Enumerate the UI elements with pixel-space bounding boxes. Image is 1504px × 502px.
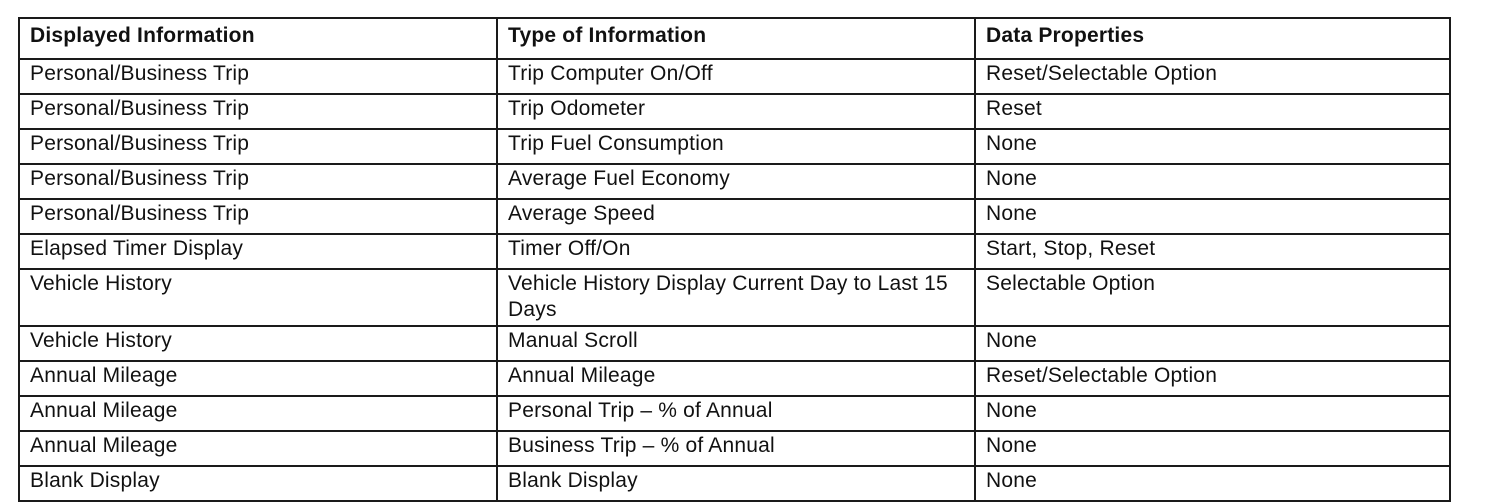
header-displayed-information: Displayed Information — [19, 18, 497, 59]
cell-displayed-information: Personal/Business Trip — [19, 59, 497, 94]
table-row — [19, 396, 1450, 431]
cell-displayed-information: Personal/Business Trip — [19, 164, 497, 199]
table-row — [19, 466, 1450, 501]
cell-type-of-information: Blank Display — [497, 466, 975, 501]
table-row — [19, 59, 1450, 94]
info-table — [18, 17, 1451, 502]
cell-displayed-information: Annual Mileage — [19, 396, 497, 431]
table-row — [19, 94, 1450, 129]
cell-type-of-information: Timer Off/On — [497, 234, 975, 269]
cell-data-properties: Reset — [975, 94, 1450, 129]
cell-data-properties: Reset/Selectable Option — [975, 59, 1450, 94]
table-row — [19, 129, 1450, 164]
cell-type-of-information: Vehicle History Display Current Day to Last 15 Days — [497, 269, 975, 326]
cell-type-of-information: Trip Odometer — [497, 94, 975, 129]
header-type-of-information: Type of Information — [497, 18, 975, 59]
cell-displayed-information: Vehicle History — [19, 326, 497, 361]
table-row — [19, 234, 1450, 269]
table-row — [19, 269, 1450, 326]
cell-displayed-information: Personal/Business Trip — [19, 94, 497, 129]
cell-displayed-information: Personal/Business Trip — [19, 129, 497, 164]
cell-data-properties: None — [975, 199, 1450, 234]
cell-data-properties: Reset/Selectable Option — [975, 361, 1450, 396]
table-row — [19, 431, 1450, 466]
cell-type-of-information: Average Fuel Economy — [497, 164, 975, 199]
cell-data-properties: None — [975, 396, 1450, 431]
cell-data-properties: None — [975, 164, 1450, 199]
cell-displayed-information: Personal/Business Trip — [19, 199, 497, 234]
cell-data-properties: None — [975, 466, 1450, 501]
cell-displayed-information: Annual Mileage — [19, 431, 497, 466]
table-header — [19, 18, 1450, 59]
cell-data-properties: Start, Stop, Reset — [975, 234, 1450, 269]
cell-type-of-information: Annual Mileage — [497, 361, 975, 396]
cell-type-of-information: Trip Computer On/Off — [497, 59, 975, 94]
table-row — [19, 326, 1450, 361]
cell-type-of-information: Business Trip – % of Annual — [497, 431, 975, 466]
header-data-properties: Data Properties — [975, 18, 1450, 59]
cell-type-of-information: Average Speed — [497, 199, 975, 234]
cell-data-properties: Selectable Option — [975, 269, 1450, 326]
table-row — [19, 164, 1450, 199]
cell-type-of-information: Personal Trip – % of Annual — [497, 396, 975, 431]
table-row — [19, 361, 1450, 396]
header-row — [19, 18, 1450, 59]
cell-data-properties: None — [975, 129, 1450, 164]
cell-displayed-information: Elapsed Timer Display — [19, 234, 497, 269]
cell-displayed-information: Vehicle History — [19, 269, 497, 326]
table-body — [19, 59, 1450, 501]
table-row — [19, 199, 1450, 234]
cell-type-of-information: Trip Fuel Consumption — [497, 129, 975, 164]
cell-displayed-information: Annual Mileage — [19, 361, 497, 396]
cell-type-of-information: Manual Scroll — [497, 326, 975, 361]
cell-displayed-information: Blank Display — [19, 466, 497, 501]
cell-data-properties: None — [975, 431, 1450, 466]
cell-data-properties: None — [975, 326, 1450, 361]
